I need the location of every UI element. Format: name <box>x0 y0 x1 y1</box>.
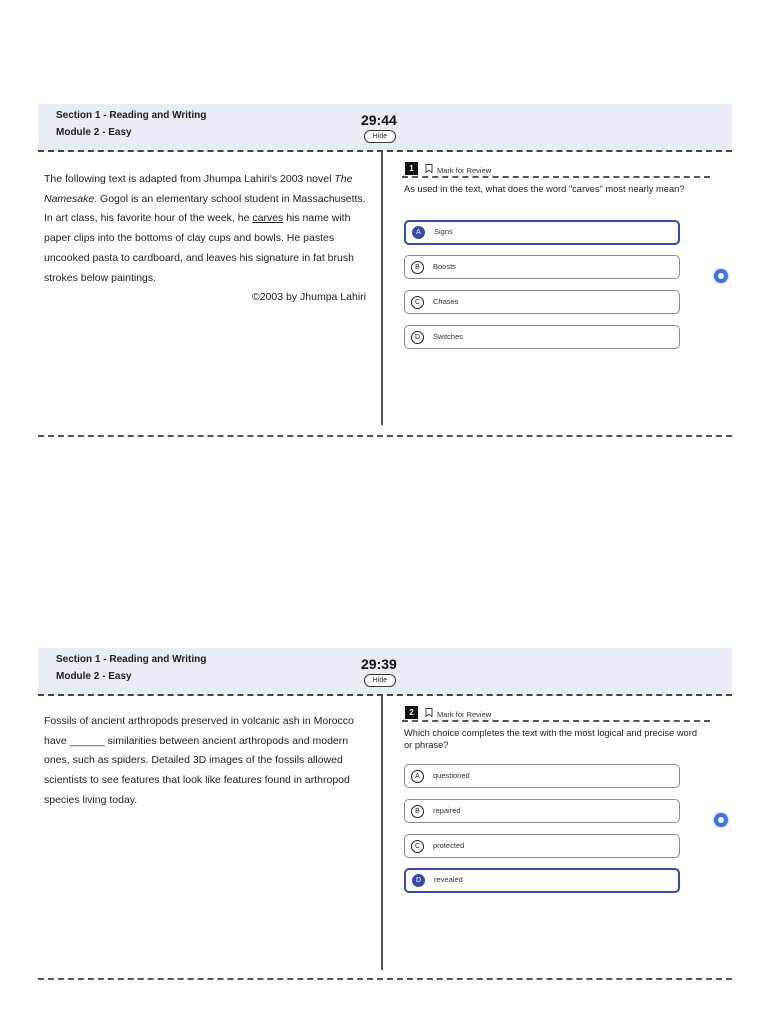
choice-b[interactable] <box>404 799 680 823</box>
module-title: Module 2 - Easy <box>56 127 132 138</box>
bottom-border <box>38 435 732 437</box>
choice-a[interactable] <box>404 220 680 245</box>
passage-text: The following text is adapted from Jhumpa Lahiri's 2003 novel The Namesake. Gogol is an elementary school student in Massachusetts. In art class, his favorite hour of the week, he carves his name with paper clips into the bottoms of clay cups and bowls. He pastes uncooked pasta to cardboard, and leaves his signature in fat brush strokes below paintings. ©2003 by Jhumpa Lahiri <box>44 170 366 308</box>
choice-text: Boosts <box>433 262 456 271</box>
choice-text: Signs <box>434 227 453 236</box>
hide-timer-button[interactable]: Hide <box>364 130 396 143</box>
choice-text: revealed <box>434 875 463 884</box>
header-bar <box>38 648 732 696</box>
choice-a[interactable] <box>404 764 680 788</box>
timer: 29:44 <box>361 112 397 128</box>
passage-text: Fossils of ancient arthropods preserved in volcanic ash in Morocco have ______ similarities between ancient arthropods and modern ones, such as spiders. Detailed 3D images of the fossils allowed scientists to see features that look like features found in arthropod species living today. <box>44 715 354 806</box>
pane-divider[interactable] <box>381 150 383 425</box>
choice-letter: A <box>412 226 425 239</box>
bookmark-icon[interactable] <box>425 164 433 173</box>
module-title: Module 2 - Easy <box>56 671 132 682</box>
choice-letter: D <box>412 874 425 887</box>
side-float-button[interactable] <box>714 813 728 827</box>
mark-for-review-button[interactable]: Mark for Review <box>437 710 492 719</box>
bookmark-icon[interactable] <box>425 708 433 717</box>
question-header-line <box>402 720 710 722</box>
choice-letter: C <box>411 296 424 309</box>
choice-letter: C <box>411 840 424 853</box>
choice-letter: B <box>411 805 424 818</box>
hide-timer-button[interactable]: Hide <box>364 674 396 687</box>
choice-letter: A <box>411 770 424 783</box>
question-panel-1 <box>38 104 732 438</box>
choice-text: repaired <box>433 806 461 815</box>
choice-text: questioned <box>433 771 470 780</box>
passage-credit: ©2003 by Jhumpa Lahiri <box>252 291 366 304</box>
choice-text: protected <box>433 841 465 850</box>
section-title: Section 1 - Reading and Writing <box>56 110 207 121</box>
choice-text: Chases <box>433 297 459 306</box>
question-text: As used in the text, what does the word "carves" most nearly mean? <box>404 184 685 194</box>
question-number: 2 <box>405 706 418 719</box>
question-header-line <box>402 176 710 178</box>
choice-b[interactable] <box>404 255 680 279</box>
choice-letter: B <box>411 261 424 274</box>
mark-for-review-button[interactable]: Mark for Review <box>437 166 492 175</box>
side-float-button[interactable] <box>714 269 728 283</box>
choice-d[interactable] <box>404 868 680 893</box>
question-text: Which choice completes the text with the most logical and precise word or phrase? <box>404 728 697 750</box>
question-number: 1 <box>405 162 418 175</box>
header-bar <box>38 104 732 152</box>
choice-text: Switches <box>433 332 464 341</box>
choice-c[interactable] <box>404 834 680 858</box>
bottom-border <box>38 978 732 980</box>
question-panel-2 <box>38 648 732 986</box>
section-title: Section 1 - Reading and Writing <box>56 654 207 665</box>
choice-c[interactable] <box>404 290 680 314</box>
timer: 29:39 <box>361 656 397 672</box>
choice-d[interactable] <box>404 325 680 349</box>
pane-divider[interactable] <box>381 694 383 970</box>
choice-letter: D <box>411 331 424 344</box>
